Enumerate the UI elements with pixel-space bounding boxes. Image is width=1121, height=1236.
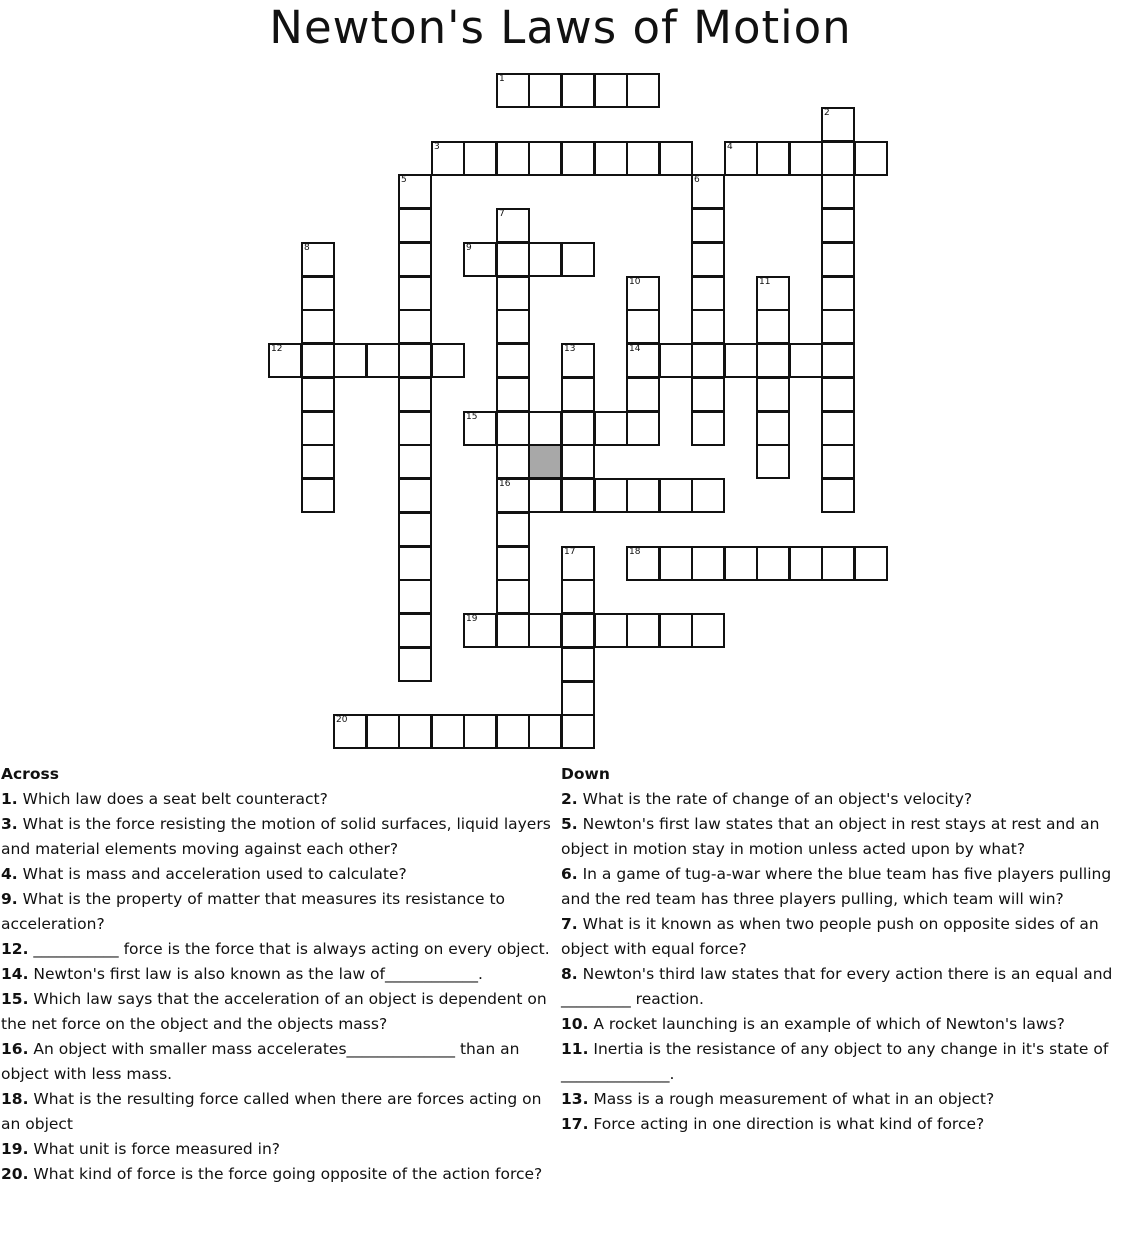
grid-cell[interactable]	[854, 141, 888, 176]
grid-cell[interactable]	[691, 309, 725, 344]
clue-text: What is mass and acceleration used to calculate?	[17, 865, 407, 883]
grid-cell[interactable]	[561, 613, 595, 648]
grid-cell[interactable]	[496, 478, 530, 513]
grid-cell[interactable]	[789, 141, 823, 176]
grid-cell[interactable]	[821, 377, 855, 412]
grid-cell[interactable]	[398, 714, 432, 749]
clue-number: 12.	[1, 940, 29, 958]
clue-number: 9.	[1, 890, 18, 908]
across-clue	[1, 812, 556, 862]
grid-cell[interactable]	[398, 174, 432, 209]
grid-cell[interactable]	[496, 714, 530, 749]
clue-text: What is the rate of change of an object's velocity?	[577, 790, 973, 808]
grid-cell[interactable]	[561, 141, 595, 176]
cell-number: 1	[499, 74, 505, 84]
grid-cell[interactable]	[528, 73, 562, 108]
grid-cell[interactable]	[463, 242, 497, 277]
grid-cell[interactable]	[561, 714, 595, 749]
cell-number: 4	[727, 142, 733, 152]
across-clue-list	[1, 787, 556, 1187]
clue-text: In a game of tug-a-war where the blue team has five players pulling and the red team has three players pulling, which team will win?	[561, 865, 1112, 908]
grid-cell[interactable]	[821, 444, 855, 479]
across-clue	[1, 1162, 556, 1187]
grid-cell[interactable]	[301, 242, 335, 277]
page-title: Newton's Laws of Motion	[269, 1, 852, 54]
grid-cell[interactable]	[463, 714, 497, 749]
grid-cell[interactable]	[528, 714, 562, 749]
grid-cell[interactable]	[496, 512, 530, 547]
down-clue	[561, 1037, 1117, 1087]
grid-cell[interactable]	[431, 343, 465, 378]
grid-cell[interactable]	[496, 208, 530, 243]
cell-number: 9	[466, 243, 472, 253]
grid-cell[interactable]	[756, 309, 790, 344]
clue-text: Newton's first law states that an object in rest stays at rest and an object in motion stay in motion unless acted upon by what?	[561, 815, 1100, 858]
grid-cell[interactable]	[398, 512, 432, 547]
grid-cell[interactable]	[496, 309, 530, 344]
grid-cell[interactable]	[626, 343, 660, 378]
grid-cell[interactable]	[626, 478, 660, 513]
grid-cell[interactable]	[659, 343, 693, 378]
across-clue	[1, 1037, 556, 1087]
across-clue	[1, 862, 556, 887]
grid-cell[interactable]	[821, 107, 855, 142]
clue-text: An object with smaller mass accelerates______________ than an object with less mass.	[1, 1040, 520, 1083]
down-clue	[561, 1012, 1117, 1037]
grid-cell[interactable]	[398, 377, 432, 412]
cell-number: 20	[336, 715, 348, 725]
grid-cell[interactable]	[398, 208, 432, 243]
clue-number: 16.	[1, 1040, 29, 1058]
grid-cell[interactable]	[691, 208, 725, 243]
clue-number: 15.	[1, 990, 29, 1008]
clue-number: 17.	[561, 1115, 589, 1133]
cell-number: 8	[304, 243, 310, 253]
clue-text: A rocket launching is an example of which of Newton's laws?	[588, 1015, 1065, 1033]
grid-cell[interactable]	[398, 242, 432, 277]
clue-number: 20.	[1, 1165, 29, 1183]
grid-cell[interactable]	[594, 73, 628, 108]
clue-number: 6.	[561, 865, 578, 883]
grid-cell[interactable]	[756, 141, 790, 176]
clue-text: What is the resulting force called when there are forces acting on an object	[1, 1090, 542, 1133]
grid-cell[interactable]	[561, 546, 595, 581]
grid-cell[interactable]	[626, 411, 660, 446]
grid-cell[interactable]	[626, 377, 660, 412]
grid-cell[interactable]	[659, 546, 693, 581]
clue-number: 10.	[561, 1015, 589, 1033]
across-heading: Across	[1, 765, 59, 783]
grid-cell[interactable]	[821, 208, 855, 243]
grid-cell[interactable]	[756, 546, 790, 581]
grid-cell[interactable]	[756, 411, 790, 446]
clue-number: 4.	[1, 865, 18, 883]
cell-number: 13	[564, 344, 576, 354]
clue-text: Which law does a seat belt counteract?	[17, 790, 328, 808]
grid-cell[interactable]	[398, 411, 432, 446]
grid-cell[interactable]	[268, 343, 302, 378]
grid-cell[interactable]	[301, 411, 335, 446]
clue-text: Which law says that the acceleration of an object is dependent on the net force on the object and the objects mass?	[1, 990, 547, 1033]
grid-cell[interactable]	[691, 377, 725, 412]
down-clue	[561, 912, 1117, 962]
grid-cell[interactable]	[528, 242, 562, 277]
grid-cell[interactable]	[301, 377, 335, 412]
grid-cell[interactable]	[398, 647, 432, 682]
grid-cell[interactable]	[463, 411, 497, 446]
grid-cell[interactable]	[528, 141, 562, 176]
grid-cell[interactable]	[854, 546, 888, 581]
cell-number: 18	[629, 547, 641, 557]
clue-number: 11.	[561, 1040, 589, 1058]
grid-cell[interactable]	[691, 613, 725, 648]
grid-cell[interactable]	[756, 444, 790, 479]
grid-cell[interactable]	[821, 141, 855, 176]
grid-cell[interactable]	[301, 444, 335, 479]
grid-cell[interactable]	[691, 478, 725, 513]
grid-cell[interactable]	[691, 242, 725, 277]
clue-number: 13.	[561, 1090, 589, 1108]
grid-cell[interactable]	[594, 141, 628, 176]
clue-text: What kind of force is the force going opposite of the action force?	[28, 1165, 543, 1183]
clue-number: 7.	[561, 915, 578, 933]
grid-cell[interactable]	[561, 73, 595, 108]
clue-text: What is the property of matter that measures its resistance to acceleration?	[1, 890, 506, 933]
clue-text: What is it known as when two people push on opposite sides of an object with equal force?	[561, 915, 1099, 958]
down-heading: Down	[561, 765, 610, 783]
blocked-cell	[528, 444, 562, 479]
grid-cell[interactable]	[659, 613, 693, 648]
grid-cell[interactable]	[561, 242, 595, 277]
grid-cell[interactable]	[496, 546, 530, 581]
grid-cell[interactable]	[561, 478, 595, 513]
across-clue	[1, 887, 556, 937]
down-clue	[561, 787, 1117, 812]
grid-cell[interactable]	[756, 377, 790, 412]
grid-cell[interactable]	[528, 411, 562, 446]
clue-number: 19.	[1, 1140, 29, 1158]
grid-cell[interactable]	[366, 714, 400, 749]
grid-cell[interactable]	[561, 377, 595, 412]
clue-number: 1.	[1, 790, 18, 808]
grid-cell[interactable]	[626, 141, 660, 176]
cell-number: 6	[694, 175, 700, 185]
across-clue	[1, 1087, 556, 1137]
clue-number: 18.	[1, 1090, 29, 1108]
grid-cell[interactable]	[528, 478, 562, 513]
grid-cell[interactable]	[496, 242, 530, 277]
grid-cell[interactable]	[561, 343, 595, 378]
across-clue	[1, 962, 556, 987]
grid-cell[interactable]	[821, 309, 855, 344]
grid-cell[interactable]	[756, 343, 790, 378]
grid-cell[interactable]	[626, 546, 660, 581]
cell-number: 7	[499, 209, 505, 219]
grid-cell[interactable]	[496, 411, 530, 446]
grid-cell[interactable]	[431, 141, 465, 176]
grid-cell[interactable]	[594, 613, 628, 648]
grid-cell[interactable]	[496, 613, 530, 648]
grid-cell[interactable]	[626, 276, 660, 311]
grid-cell[interactable]	[821, 276, 855, 311]
grid-cell[interactable]	[398, 546, 432, 581]
grid-cell[interactable]	[724, 546, 758, 581]
grid-cell[interactable]	[821, 174, 855, 209]
grid-cell[interactable]	[496, 141, 530, 176]
down-clue	[561, 862, 1117, 912]
grid-cell[interactable]	[496, 276, 530, 311]
grid-cell[interactable]	[821, 242, 855, 277]
grid-cell[interactable]	[398, 478, 432, 513]
grid-cell[interactable]	[789, 546, 823, 581]
cell-number: 19	[466, 614, 478, 624]
clue-number: 14.	[1, 965, 29, 983]
cell-number: 12	[271, 344, 283, 354]
grid-cell[interactable]	[626, 309, 660, 344]
clue-text: Mass is a rough measurement of what in an object?	[588, 1090, 995, 1108]
grid-cell[interactable]	[496, 377, 530, 412]
cell-number: 3	[434, 142, 440, 152]
grid-cell[interactable]	[301, 478, 335, 513]
grid-cell[interactable]	[463, 141, 497, 176]
grid-cell[interactable]	[626, 73, 660, 108]
grid-cell[interactable]	[333, 343, 367, 378]
cell-number: 14	[629, 344, 641, 354]
cell-number: 2	[824, 108, 830, 118]
clue-text: Force acting in one direction is what kind of force?	[588, 1115, 985, 1133]
grid-cell[interactable]	[626, 613, 660, 648]
clue-text: What unit is force measured in?	[28, 1140, 280, 1158]
grid-cell[interactable]	[691, 174, 725, 209]
cell-number: 15	[466, 412, 478, 422]
clue-text: Newton's third law states that for every action there is an equal and _________ reaction.	[561, 965, 1113, 1008]
grid-cell[interactable]	[594, 411, 628, 446]
grid-cell[interactable]	[561, 411, 595, 446]
clue-number: 5.	[561, 815, 578, 833]
across-clue	[1, 937, 556, 962]
grid-cell[interactable]	[691, 276, 725, 311]
grid-cell[interactable]	[821, 411, 855, 446]
grid-cell[interactable]	[594, 478, 628, 513]
clue-number: 2.	[561, 790, 578, 808]
grid-cell[interactable]	[659, 478, 693, 513]
down-clue	[561, 1087, 1117, 1112]
clue-number: 3.	[1, 815, 18, 833]
grid-cell[interactable]	[821, 343, 855, 378]
down-clue	[561, 812, 1117, 862]
grid-cell[interactable]	[821, 546, 855, 581]
grid-cell[interactable]	[659, 141, 693, 176]
grid-cell[interactable]	[821, 478, 855, 513]
grid-cell[interactable]	[301, 343, 335, 378]
cell-number: 5	[401, 175, 407, 185]
grid-cell[interactable]	[398, 613, 432, 648]
grid-cell[interactable]	[561, 681, 595, 716]
grid-cell[interactable]	[496, 343, 530, 378]
down-clues	[561, 762, 1117, 1137]
grid-cell[interactable]	[398, 343, 432, 378]
down-clue	[561, 1112, 1117, 1137]
grid-cell[interactable]	[561, 444, 595, 479]
grid-cell[interactable]	[301, 309, 335, 344]
grid-cell[interactable]	[431, 714, 465, 749]
grid-cell[interactable]	[561, 579, 595, 614]
clue-text: Newton's first law is also known as the law of____________.	[28, 965, 483, 983]
grid-cell[interactable]	[789, 343, 823, 378]
grid-cell[interactable]	[691, 546, 725, 581]
grid-cell[interactable]	[398, 309, 432, 344]
cell-number: 11	[759, 277, 771, 287]
grid-cell[interactable]	[724, 343, 758, 378]
clue-text: ___________ force is the force that is always acting on every object.	[28, 940, 550, 958]
across-clue	[1, 787, 556, 812]
clue-text: What is the force resisting the motion of solid surfaces, liquid layers and material elements moving against each other?	[1, 815, 551, 858]
grid-cell[interactable]	[528, 613, 562, 648]
grid-cell[interactable]	[496, 579, 530, 614]
clue-number: 8.	[561, 965, 578, 983]
cell-number: 17	[564, 547, 576, 557]
down-clue	[561, 962, 1117, 1012]
cell-number: 10	[629, 277, 641, 287]
grid-cell[interactable]	[366, 343, 400, 378]
grid-cell[interactable]	[691, 411, 725, 446]
grid-cell[interactable]	[691, 343, 725, 378]
across-clue	[1, 1137, 556, 1162]
grid-cell[interactable]	[398, 276, 432, 311]
grid-cell[interactable]	[398, 579, 432, 614]
grid-cell[interactable]	[301, 276, 335, 311]
grid-cell[interactable]	[561, 647, 595, 682]
clue-text: Inertia is the resistance of any object to any change in it's state of ______________.	[561, 1040, 1109, 1083]
grid-cell[interactable]	[496, 73, 530, 108]
grid-cell[interactable]	[756, 276, 790, 311]
grid-cell[interactable]	[724, 141, 758, 176]
grid-cell[interactable]	[496, 444, 530, 479]
across-clues	[1, 762, 556, 1187]
cell-number: 16	[499, 479, 511, 489]
grid-cell[interactable]	[398, 444, 432, 479]
across-clue	[1, 987, 556, 1037]
grid-cell[interactable]	[463, 613, 497, 648]
grid-cell[interactable]	[333, 714, 367, 749]
down-clue-list	[561, 787, 1117, 1137]
